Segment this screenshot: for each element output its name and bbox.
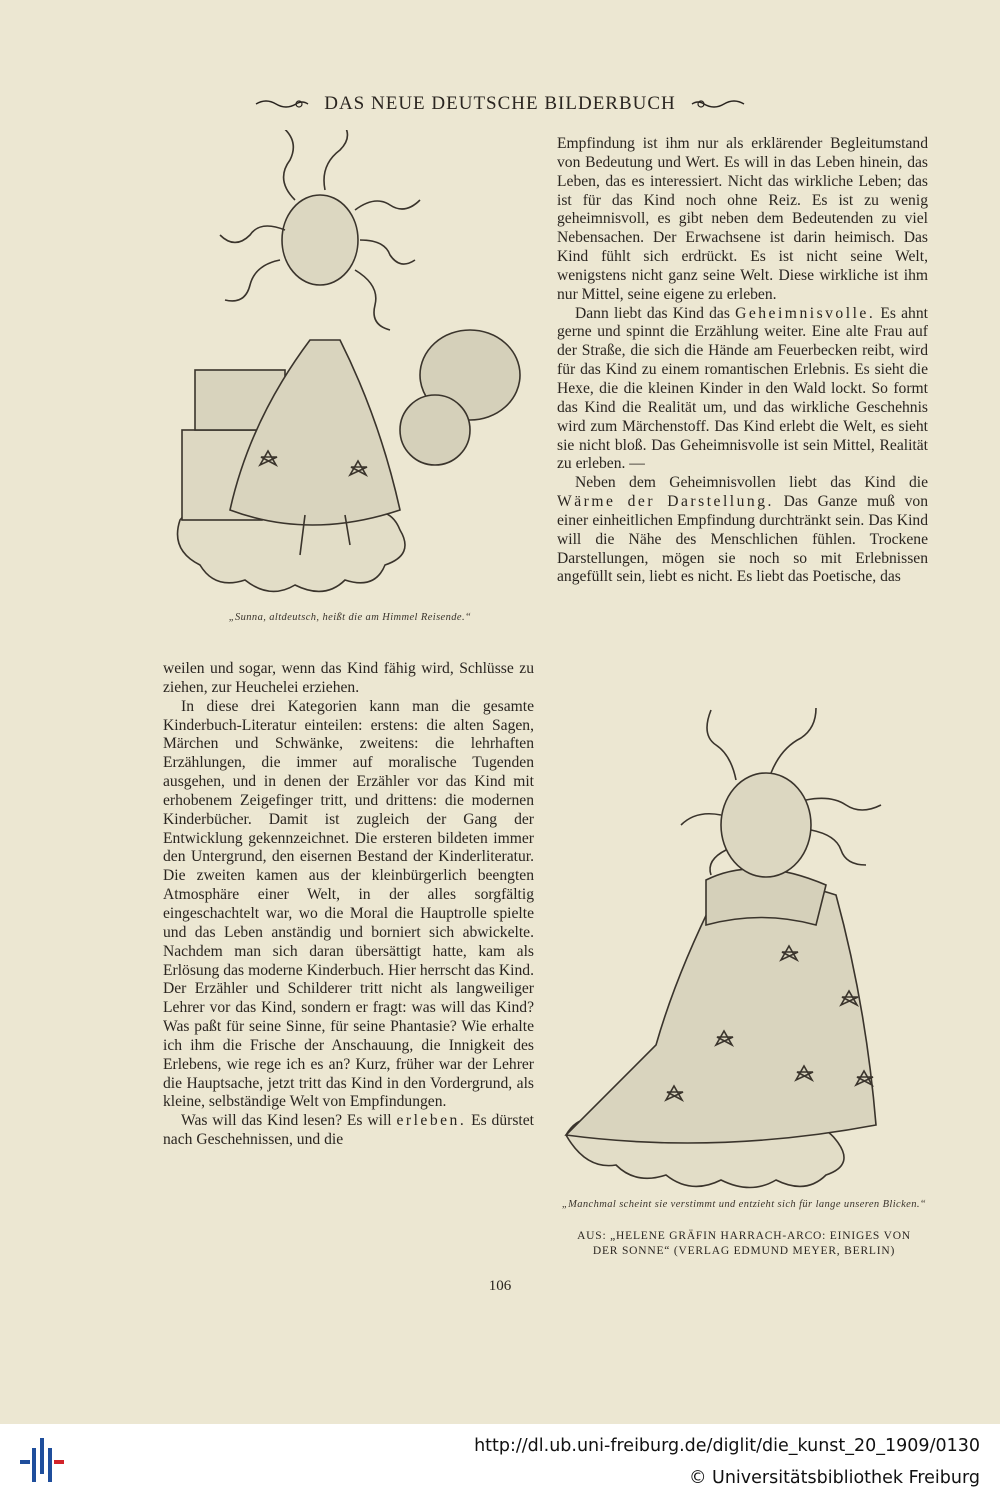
right-paragraph-2 bbox=[557, 305, 928, 475]
left-paragraph-1: weilen und sogar, wenn das Kind fähig wird, Schlüsse zu ziehen, zur Heuchelei erziehen. bbox=[163, 660, 534, 696]
figure-credit bbox=[556, 1229, 932, 1259]
copyright-notice: © Universitätsbibliothek Freiburg bbox=[688, 1468, 980, 1488]
left-paragraph-3-start: Was will das Kind lesen? Es will bbox=[181, 1112, 397, 1130]
running-header bbox=[0, 92, 1000, 120]
right-paragraph-3-start: Neben dem Geheimnisvollen liebt das Kind die bbox=[575, 474, 928, 492]
figure-1-caption: „Sunna, altdeutsch, heißt die am Himmel Reisende.“ bbox=[228, 612, 472, 623]
left-paragraph-2: In diese drei Kategorien kann man die gesamte Kinderbuch-Literatur einteilen: erstens: die alten Sagen, Märchen und Schwänke, zweitens: die lehrhaften Erzählungen, die immer auf moralische Tugenden ausgehen, und in denen der Erzähler vor das Kind mit erhobenem Zeigefinger tritt, und drittens: die modernen Kinderbücher. Damit ist zugleich der Gang der Entwicklung gekennzeichnet. Die ersteren bildeten immer den Untergrund, den eisernen Bestand der Kinderliteratur. Die zweiten kamen aus der kleinbürgerlich beengten Atmosphäre einer Welt, in der alles sorgfältig eingeschachtelt war, wo die Moral die Hauptrolle spielte und das Leben anständig und borniert sich abwickelte. Nachdem man sich daran übersättigt hatte, kam als Erlösung das moderne Kinderbuch. Hier herrscht das Kind. Der Erzähler und Schilderer tritt nicht als langweiliger Lehrer vor das Kind, sondern er fragt: was will das Kind? Was paßt für seine Sinne, für seine Phantasie? Wie erhalte ich ihm die Frische der Anschauung, die Innigkeit des Erlebens, wie rege ich es an? Kurz, früher war der Lehrer die Hauptsache, jetzt tritt das Kind in den Vordergrund, als kleine, selbständige Welt von Empfindungen. bbox=[163, 697, 534, 1111]
right-paragraph-2-end: Es ahnt gerne und spinnt die Erzählung weiter. Eine alte Frau auf der Straße, die sich die Hände am Feuerbecken reibt, wird für das Kind zu einem romantischen Erlebnis. Es sieht die Hexe, die die kleinen Kinder in den Wald lockt. So formt das Kind die Realität um, und das wirkliche Geschehnis wird zum Märchenstoff. Das Kind erlebt die Welt, es sieht sie nicht bloß. Das Geheimnisvolle ist sein Mittel, Realität zu erleben. — bbox=[557, 304, 928, 473]
right-paragraph-3 bbox=[557, 474, 928, 587]
left-paragraph-3-emphasis: erleben. bbox=[396, 1112, 467, 1130]
right-paragraph-3-end: Das Ganze muß von einer einheitlichen Empfindung durchtränkt sein. Das Kind will die Nähe des Menschlichen fühlen. Trockene Darstellungen, mögen sie noch so mit Erlebnissen angefüllt sein, liebt es nicht. Es liebt das Poetische, das bbox=[557, 493, 928, 586]
left-paragraph-3-end: Es dürstet nach Geschehnissen, und die bbox=[163, 1112, 534, 1149]
left-column-text bbox=[163, 660, 534, 1150]
right-ornament-icon bbox=[690, 97, 746, 111]
left-paragraph-3 bbox=[163, 1112, 534, 1150]
right-paragraph-1: Empfindung ist ihm nur als erklärender Begleitumstand von Bedeutung und Wert. Es will in das Leben hinein, das Leben, das es interessiert. Nicht das wirkliche Leben; das ist für das Kind noch ohne Reiz. Es ist zu wenig geheimnisvoll, es gibt neben dem Bedeutenden zu viel Nebensachen. Der Erwachsene ist darin heimisch. Das Kind fühlt sich erdrückt. Es ist nicht seine Welt, wenigstens nicht ganz seine Welt. Diese wirkliche ist ihm nur Mittel, seine eigene zu erleben. bbox=[557, 135, 928, 303]
credit-line-2: DER SONNE“ (VERLAG EDMUND MEYER, BERLIN) bbox=[592, 1245, 896, 1257]
figure-2-caption: „Manchmal scheint sie verstimmt und entzieht sich für lange unseren Blicken.“ bbox=[561, 1199, 927, 1210]
right-paragraph-2-emphasis: Geheimnisvolle. bbox=[735, 304, 876, 322]
permalink-url[interactable]: http://dl.ub.uni-freiburg.de/diglit/die_kunst_20_1909/0130 bbox=[474, 1436, 980, 1456]
library-logo-icon[interactable] bbox=[18, 1438, 64, 1484]
illustration-sun-in-gown bbox=[556, 705, 932, 1190]
right-paragraph-2-start: Dann liebt das Kind das bbox=[575, 304, 736, 322]
page-title: DAS NEUE DEUTSCHE BILDERBUCH bbox=[324, 92, 676, 114]
library-footer bbox=[0, 1424, 1000, 1496]
illustration-sunna-traveller bbox=[160, 130, 540, 600]
right-paragraph-3-emphasis: Wärme der Darstellung. bbox=[557, 493, 774, 511]
left-ornament-icon bbox=[254, 97, 310, 111]
right-column-text bbox=[557, 135, 928, 587]
credit-line-1: AUS: „HELENE GRÄFIN HARRACH-ARCO: EINIGES VON bbox=[577, 1230, 911, 1242]
page-number: 106 bbox=[488, 1278, 512, 1294]
